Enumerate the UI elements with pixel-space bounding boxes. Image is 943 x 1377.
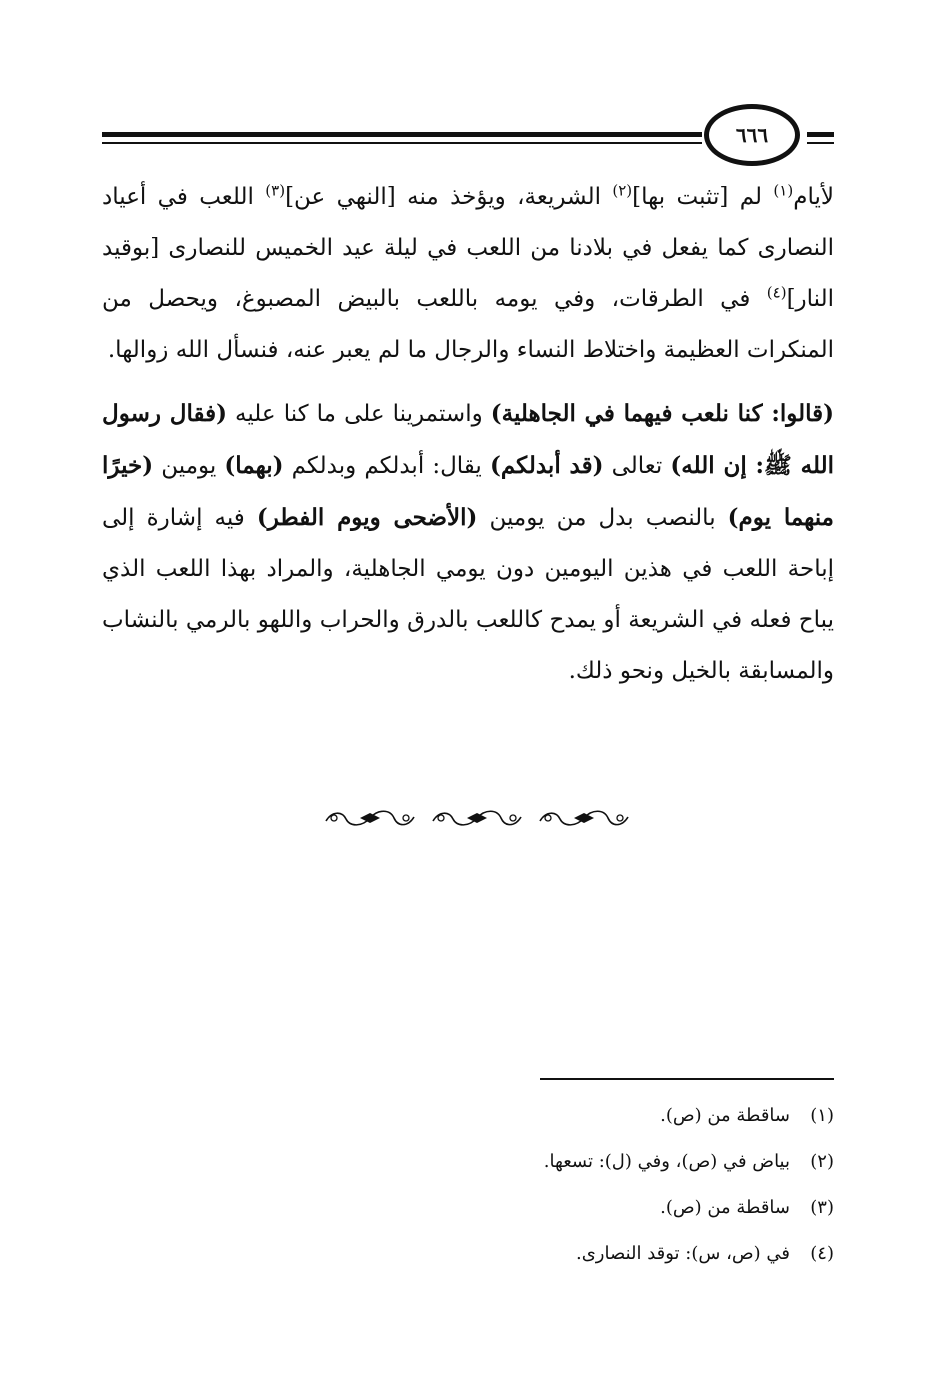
text-run: واستمرينا على ما كنا عليه [226, 401, 491, 427]
footnote-text: ساقطة من (ص). [660, 1105, 790, 1126]
footnote-number: (٤) [810, 1243, 834, 1264]
footnote-item [102, 1185, 834, 1231]
ornament-flourish-icon [429, 805, 525, 831]
footnote-text: بياض في (ص)، وفي (ل): تسعها. [543, 1151, 790, 1172]
page-number-badge [704, 104, 800, 166]
header-rule-thin [102, 142, 702, 144]
paragraph-2 [102, 388, 834, 697]
header-rule-thick [102, 132, 702, 137]
text-run: يومين [153, 453, 225, 479]
text-run: لأيام [793, 184, 834, 210]
footnote-separator [540, 1078, 834, 1080]
text-run: اللعب في أعياد النصارى كما يفعل في بلادنا من اللعب في ليلة عيد الخميس للنصارى [بوقيد النار] [102, 184, 834, 312]
text-run: تعالى [603, 453, 671, 479]
footnote-number: (١) [810, 1105, 834, 1126]
footnote-item [102, 1231, 834, 1277]
footnote-item [102, 1093, 834, 1139]
footnote-text: ساقطة من (ص). [660, 1197, 790, 1218]
header-rule-right-thin [807, 142, 834, 144]
hadith-quote: (خيرًا منهما يوم) [102, 452, 834, 531]
footnote-ref-2: (٢) [612, 181, 633, 200]
header-rule-right [807, 132, 834, 137]
text-run: لم [تثبت بها] [632, 184, 774, 210]
footnote-item [102, 1139, 834, 1185]
footnote-number: (٣) [810, 1197, 834, 1218]
hadith-quote: (قد أبدلكم) [489, 452, 604, 479]
footnote-ref-3: (٣) [265, 181, 286, 200]
text-run: يقال: أبدلكم وبدلكم [283, 453, 490, 479]
footnote-text: في (ص، س): توقد النصارى. [575, 1243, 790, 1264]
text-run: الشريعة، ويؤخذ منه [النهي عن] [285, 184, 613, 210]
page-number: ٦٦٦ [735, 123, 769, 147]
footnote-ref-1: (١) [773, 181, 794, 200]
hadith-quote: (الأضحى ويوم الفطر) [256, 504, 478, 531]
footnote-number: (٢) [810, 1151, 834, 1172]
text-run: في الطرقات، وفي يومه باللعب بالبيض المصبوغ، ويحصل من المنكرات العظيمة واختلاط النساء والرجال ما لم يعبر عنه، فنسأل الله زوالها. [102, 286, 834, 363]
paragraph-1 [102, 172, 834, 376]
hadith-quote: (فقال رسول الله ﷺ: إن الله) [102, 400, 834, 479]
ornament-flourish-icon [536, 805, 632, 831]
page-header [102, 104, 834, 174]
section-ornament [322, 803, 632, 833]
main-text [102, 172, 834, 697]
hadith-quote: (قالوا: كنا نلعب فيهما في الجاهلية) [490, 400, 834, 427]
ornament-flourish-icon [322, 805, 418, 831]
footnote-ref-4: (٤) [766, 283, 787, 302]
text-run: بالنصب بدل من يومين [477, 505, 728, 531]
text-run: فيه إشارة إلى إباحة اللعب في هذين اليومين دون يومي الجاهلية، والمراد بهذا اللعب الذي يباح فعله في الشريعة أو يمدح كاللعب بالدرق والحراب واللهو بالرمي بالنشاب والمسابقة بالخيل ونحو ذلك. [102, 505, 834, 684]
footnotes [102, 1093, 834, 1277]
hadith-quote: (بهما) [224, 452, 284, 479]
